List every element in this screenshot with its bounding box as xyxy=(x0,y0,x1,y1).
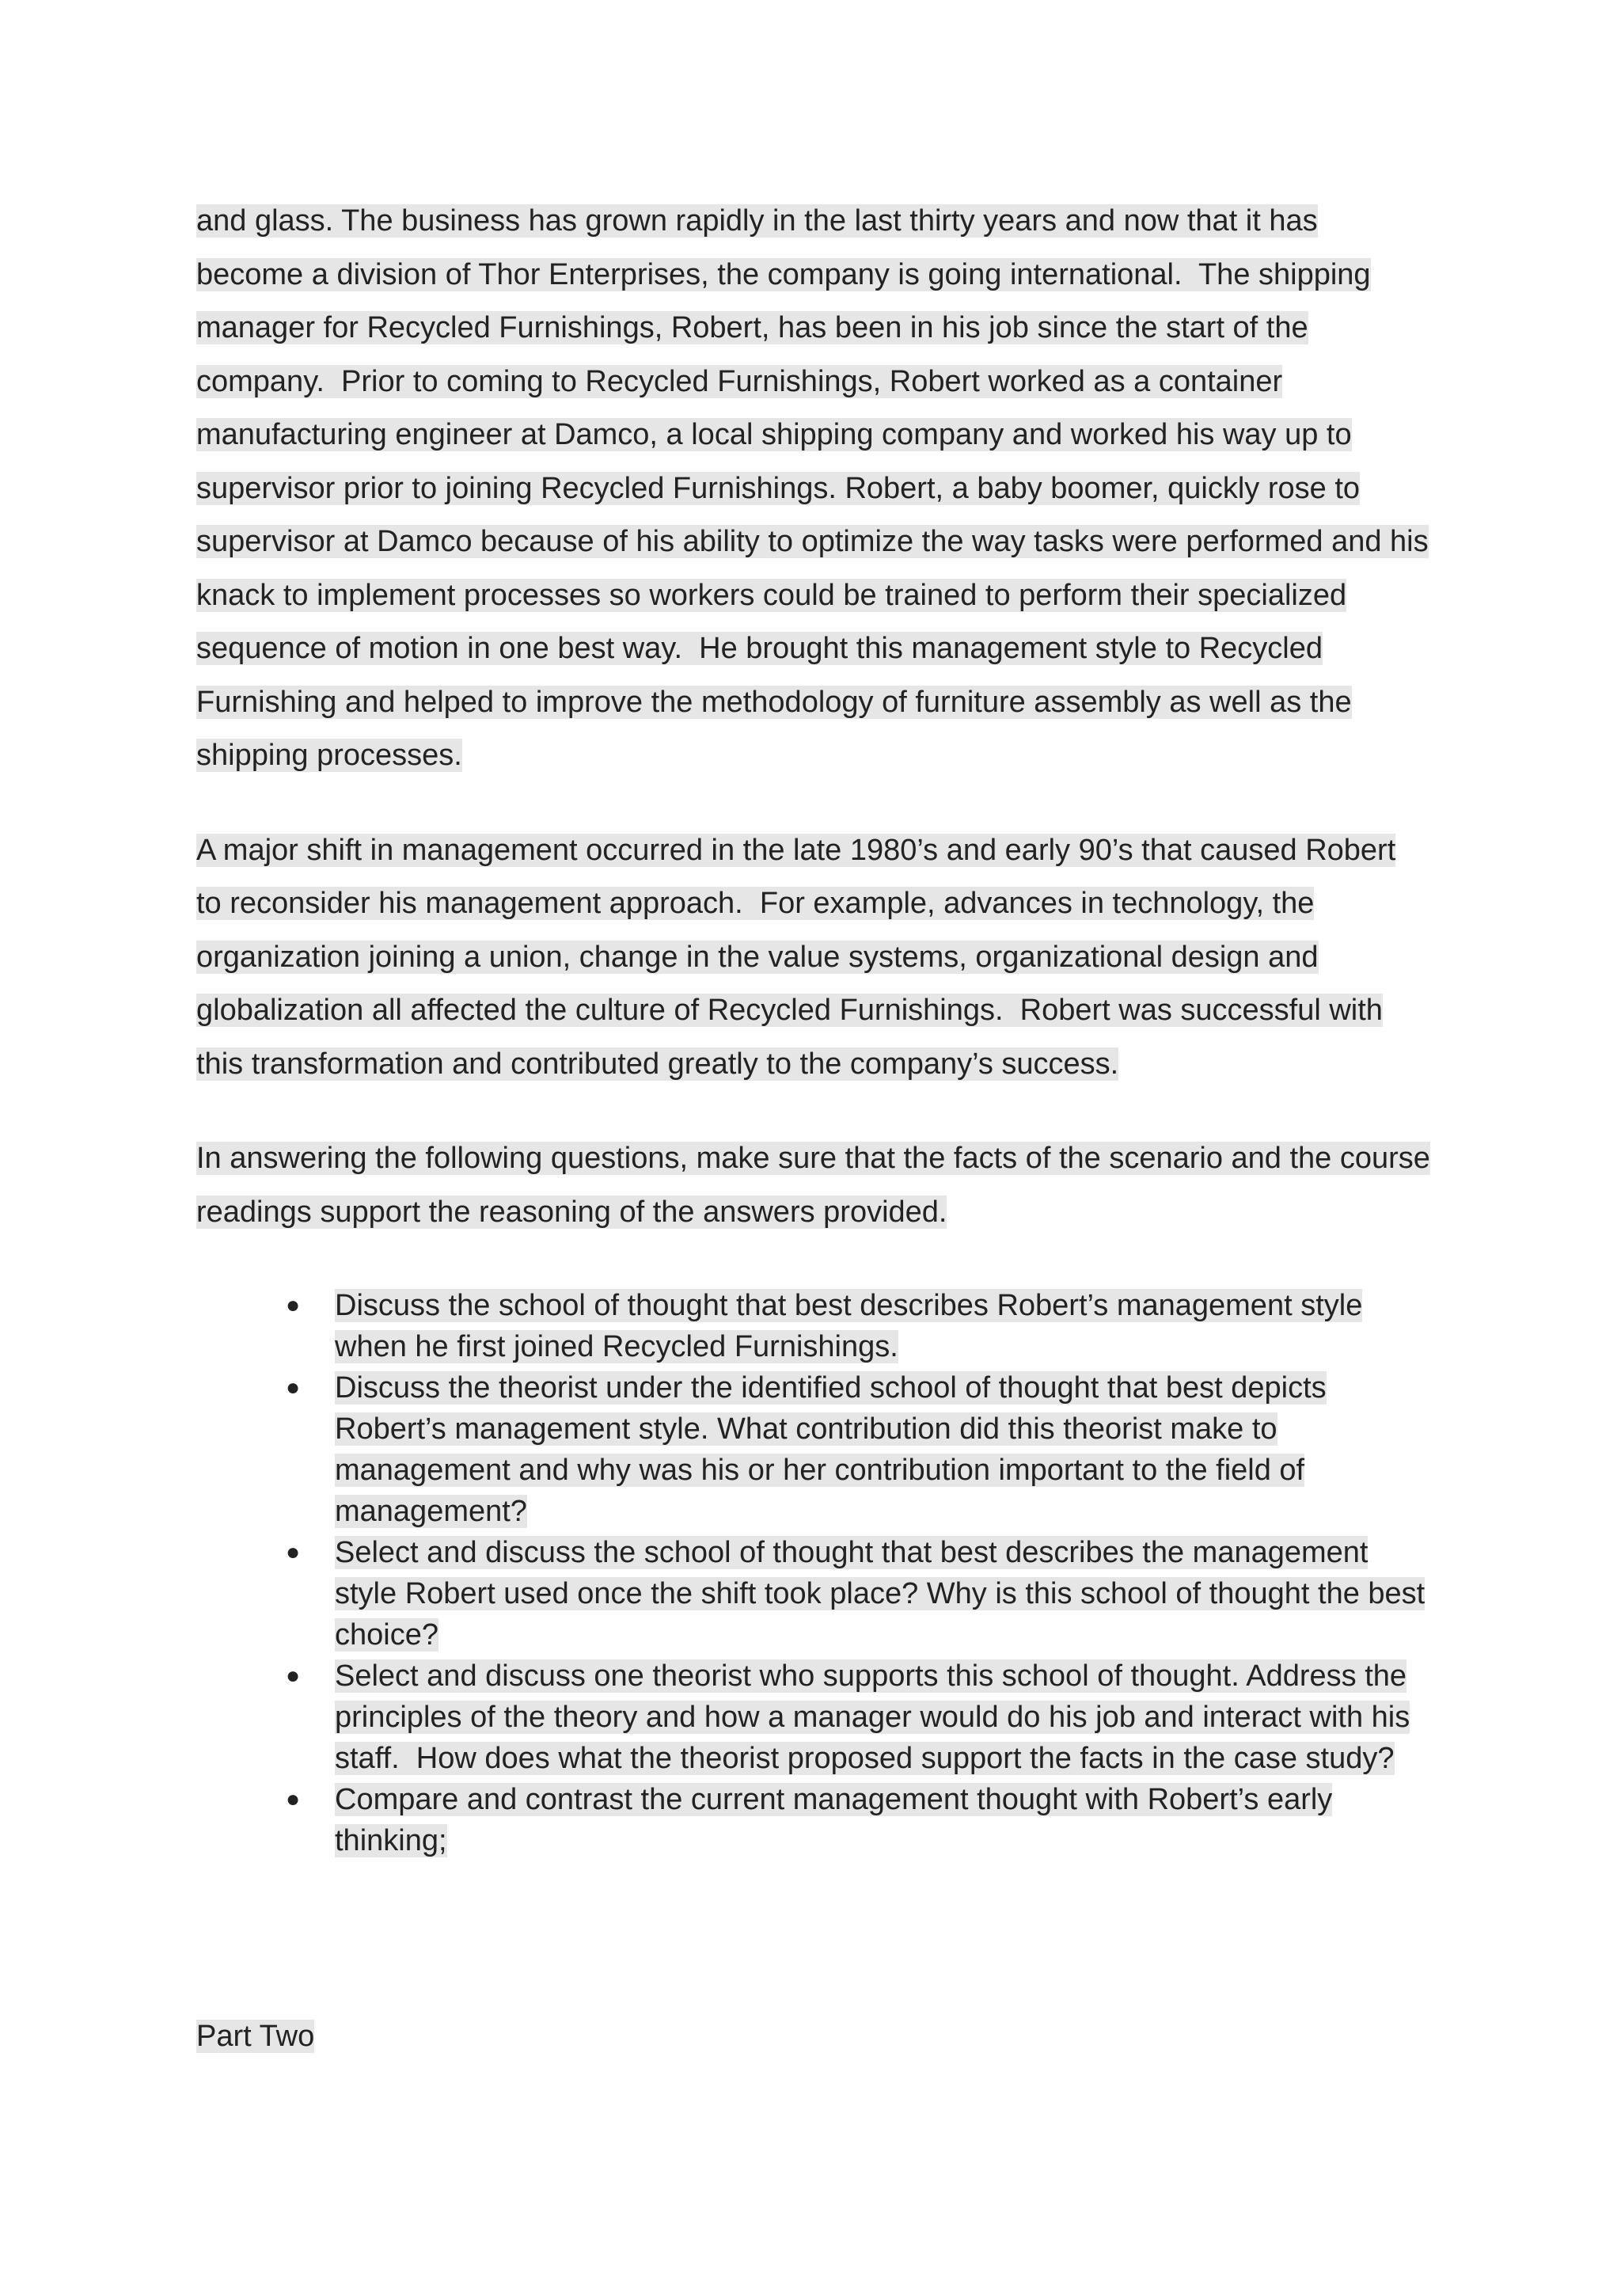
text-line: when he first joined Recycled Furnishings. xyxy=(335,1330,898,1363)
text-line: thinking; xyxy=(335,1824,447,1857)
bullet-icon: ● xyxy=(286,1374,301,1401)
text-line: supervisor at Damco because of his ability to optimize the way tasks were performed and his xyxy=(196,525,1429,558)
list-item xyxy=(286,1367,1447,1532)
bullet-icon: ● xyxy=(286,1786,301,1812)
text-line: organization joining a union, change in the value systems, organizational design and xyxy=(196,940,1319,974)
list-item xyxy=(286,1532,1447,1655)
text-line: staff. How does what the theorist proposed support the facts in the case study? xyxy=(335,1742,1395,1775)
text-line: manufacturing engineer at Damco, a local shipping company and worked his way up to xyxy=(196,418,1352,451)
text-line: management? xyxy=(335,1495,527,1528)
text-line: readings support the reasoning of the answers provided. xyxy=(196,1195,947,1229)
text-line: Discuss the school of thought that best describes Robert’s management style xyxy=(335,1289,1363,1322)
text-line: Discuss the theorist under the identified school of thought that best depicts xyxy=(335,1371,1327,1405)
text-line: Compare and contrast the current management thought with Robert’s early xyxy=(335,1783,1333,1816)
paragraph-company-background xyxy=(196,195,1447,783)
text-line: manager for Recycled Furnishings, Robert, has been in his job since the start of the xyxy=(196,311,1308,344)
bullet-icon: ● xyxy=(286,1539,301,1565)
list-item xyxy=(286,1285,1447,1367)
text-line: Furnishing and helped to improve the methodology of furniture assembly as well as the xyxy=(196,685,1352,719)
bullet-icon: ● xyxy=(286,1292,301,1318)
text-line: shipping processes. xyxy=(196,739,462,772)
text-line: Select and discuss the school of thought that best describes the management xyxy=(335,1536,1369,1569)
paragraph-instructions xyxy=(196,1132,1447,1239)
text-line: this transformation and contributed greatly to the company’s success. xyxy=(196,1047,1119,1081)
text-line: and glass. The business has grown rapidly in the last thirty years and now that it has xyxy=(196,204,1318,238)
text-line: knack to implement processes so workers could be trained to perform their specialized xyxy=(196,578,1347,612)
list-item xyxy=(286,1779,1447,1861)
text-line: Robert’s management style. What contribution did this theorist make to xyxy=(335,1412,1277,1446)
text-line: Select and discuss one theorist who supports this school of thought. Address the xyxy=(335,1659,1407,1693)
document-body xyxy=(196,195,1447,2064)
list-item xyxy=(286,1655,1447,1779)
paragraph-management-shift xyxy=(196,824,1447,1092)
text-line: choice? xyxy=(335,1618,438,1652)
question-list xyxy=(196,1285,1447,1861)
text-line: principles of the theory and how a manager would do his job and interact with his xyxy=(335,1701,1410,1734)
text-line: globalization all affected the culture of Recycled Furnishings. Robert was successful with xyxy=(196,994,1383,1027)
text-line: to reconsider his management approach. For example, advances in technology, the xyxy=(196,887,1315,920)
text-line: become a division of Thor Enterprises, the company is going international. The shipping xyxy=(196,257,1371,291)
text-line: supervisor prior to joining Recycled Furnishings. Robert, a baby boomer, quickly rose to xyxy=(196,471,1361,505)
text-line: sequence of motion in one best way. He brought this management style to Recycled xyxy=(196,632,1323,665)
section-heading: Part Two xyxy=(196,2020,315,2053)
text-line: style Robert used once the shift took place? Why is this school of thought the best xyxy=(335,1577,1425,1610)
text-line: In answering the following questions, make sure that the facts of the scenario and the course xyxy=(196,1142,1430,1175)
text-line: company. Prior to coming to Recycled Furnishings, Robert worked as a container xyxy=(196,364,1283,398)
text-line: A major shift in management occurred in the late 1980’s and early 90’s that caused Robert xyxy=(196,833,1396,867)
text-line: management and why was his or her contribution important to the field of xyxy=(335,1454,1305,1487)
bullet-icon: ● xyxy=(286,1663,301,1689)
